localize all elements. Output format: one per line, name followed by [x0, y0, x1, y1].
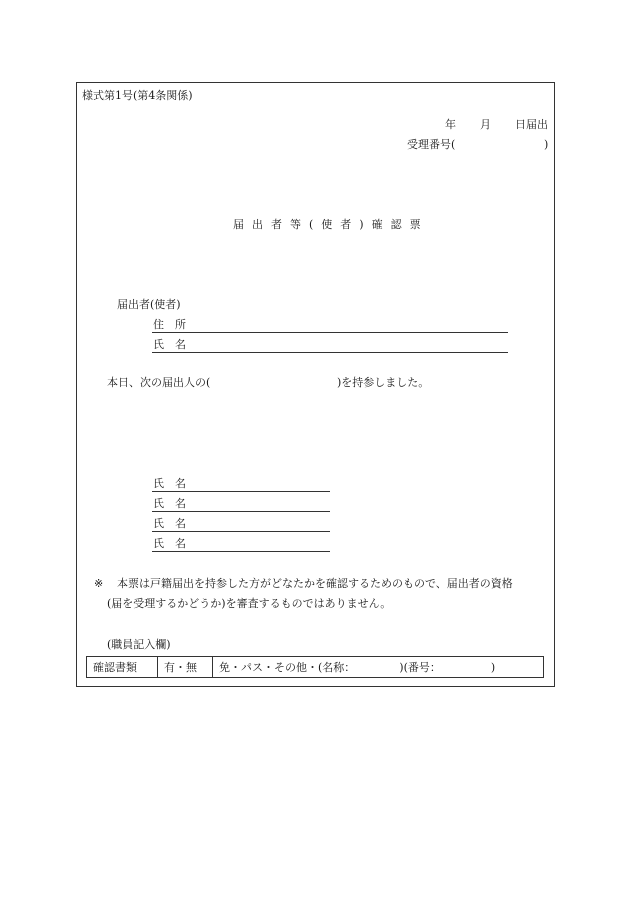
date-day-submitted-label: 日届出 — [515, 118, 548, 131]
office-use-table — [86, 656, 544, 678]
yes-no-cell: 有・無 — [158, 657, 213, 678]
statement-prefix: 本日、次の届出人の( — [107, 376, 211, 389]
notifier-name-label: 氏 名 — [153, 517, 186, 530]
doc-types-cell — [213, 657, 544, 678]
close-paren-text: ) — [490, 661, 496, 674]
receipt-number-close: ) — [544, 138, 549, 151]
notifier-name-line — [152, 491, 330, 492]
notifier-name-label: 氏 名 — [153, 477, 186, 490]
date-month-label: 月 — [480, 118, 491, 131]
notifier-name-label: 氏 名 — [153, 497, 186, 510]
bearer-name-label: 氏 名 — [153, 338, 186, 351]
receipt-number-label: 受理番号( — [407, 138, 456, 151]
bearer-heading: 届出者(使者) — [117, 298, 181, 311]
office-use-heading: (職員記入欄) — [107, 638, 171, 651]
note-line-1: 本票は戸籍届出を持参した方がどなたかを確認するためのもので、届出者の資格 — [117, 577, 513, 590]
address-line — [152, 332, 508, 333]
form-number: 様式第1号(第4条関係) — [82, 89, 193, 102]
notifier-name-label: 氏 名 — [153, 537, 186, 550]
form-frame — [76, 82, 555, 687]
page-title: 届出者等(使者)確認票 — [233, 218, 429, 231]
address-label: 住 所 — [153, 318, 186, 331]
date-year-label: 年 — [445, 118, 456, 131]
note-mark: ※ — [94, 577, 104, 590]
statement-suffix: )を持参しました。 — [337, 376, 430, 389]
note-line-2: (届を受理するかどうか)を審査するものではありません。 — [107, 597, 392, 610]
bearer-name-line — [152, 352, 508, 353]
notifier-name-line — [152, 551, 330, 552]
doc-types-text: 免・パス・その他・(名称： — [219, 661, 356, 674]
number-label-text: )(番号： — [399, 661, 441, 674]
notifier-name-line — [152, 511, 330, 512]
notifier-name-line — [152, 531, 330, 532]
doc-label-cell: 確認書類 — [87, 657, 158, 678]
